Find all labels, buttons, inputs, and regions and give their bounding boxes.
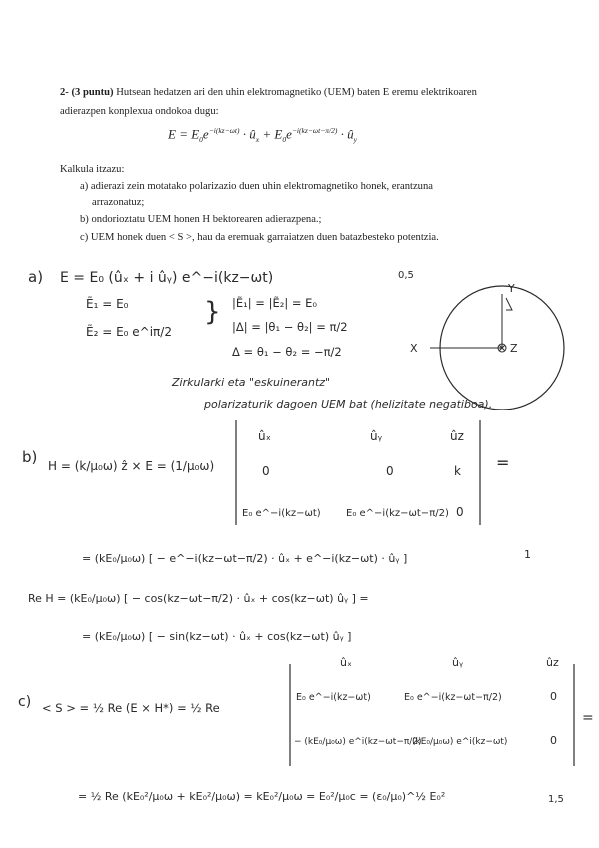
problem-intro: Hutsean hedatzen ari den uhin elektromagnetiko (UEM) baten E eremu elektrikoaren [116, 87, 477, 98]
part-b-score: 1 [524, 548, 531, 561]
polarization-sketch [410, 280, 590, 410]
eq-term1-exp: −i(kz−ωt) [208, 126, 240, 135]
sketch-arrow [506, 298, 512, 310]
det-c-r1c1: ûₓ [340, 656, 352, 669]
det-c-r2c1: E₀ e^−i(kz−ωt) [296, 692, 371, 703]
part-c-label: c) [18, 694, 32, 710]
part-a-modulus: |Ẽ₁| = |Ẽ₂| = E₀ [232, 296, 318, 310]
part-a-text-2: polarizaturik dagoen UEM bat (helizitate negatiboa). [204, 398, 493, 411]
eq-term1-sub: x [255, 134, 260, 144]
det-b-equals: = [496, 453, 510, 472]
det-b-r2c3: k [454, 464, 461, 478]
det-b-r3c3: 0 [456, 505, 464, 519]
complex-field-equation: $E = E_0e^{-i(kz-\omega t)}$ · $û_x + E_0e^{-i(kz-\omega t-\pi/2)}$ · $û_y$ [168, 126, 357, 144]
sketch-x-label: X [410, 342, 418, 355]
det-c-r2c2: E₀ e^−i(kz−ωt−π/2) [404, 692, 502, 703]
det-c-r3c2: (kE₀/μ₀ω) e^i(kz−ωt) [412, 737, 508, 747]
det-b-r3c2: E₀ e^−i(kz−ωt−π/2) [346, 508, 449, 519]
item-b: b) ondorioztatu UEM honen H bektorearen adierazpena.; [80, 214, 322, 225]
det-b-r2c2: 0 [386, 464, 394, 478]
det-b-r1c1: ûₓ [258, 429, 271, 443]
eq-term2-unit: · û [340, 126, 354, 142]
kalkula-label: Kalkula itzazu: [60, 164, 125, 175]
item-c: c) UEM honek duen < S >, hau da eremuak garraiatzen duen batazbesteko potentzia. [80, 232, 439, 243]
det-c-equals: = [582, 710, 594, 726]
det-c-r2c3: 0 [550, 690, 557, 703]
part-c-lhs: < S > = ½ Re (E × H*) = ½ Re [42, 701, 220, 715]
part-a-label: a) [28, 268, 44, 286]
eq-term2-exp: −i(kz−ωt−π/2) [291, 126, 338, 135]
problem-line-2: adierazpen konplexua ondokoa dugu: [60, 106, 219, 117]
item-a: a) adierazi zein motatako polarizazio duen uhin elektromagnetiko honek, erantzuna [80, 181, 433, 192]
part-b-real: Re H = (kE₀/μ₀ω) [ − cos(kz−ωt−π/2) · ûₓ + cos(kz−ωt) ûᵧ ] = [28, 592, 369, 605]
part-a-score: 0,5 [398, 270, 414, 281]
part-b-line-2: = (kE₀/μ₀ω) [ − e^−i(kz−ωt−π/2) · ûₓ + e^−i(kz−ωt) · ûᵧ ] [82, 552, 408, 565]
sketch-z-label: Z [510, 342, 518, 355]
part-b-label: b) [22, 448, 38, 466]
eq-plus: + E [262, 126, 283, 142]
part-b-lhs: H = (k/μ₀ω) ẑ × E = (1/μ₀ω) [48, 459, 215, 473]
sketch-y-label: Y [508, 282, 515, 295]
eq-term2-sub: y [353, 134, 357, 144]
part-a-e1: Ẽ₁ = E₀ [86, 297, 129, 311]
part-b-real-2: = (kE₀/μ₀ω) [ − sin(kz−ωt) · ûₓ + cos(kz−ωt) ûᵧ ] [82, 630, 352, 643]
part-a-phase-abs: |Δ| = |θ₁ − θ₂| = π/2 [232, 320, 348, 334]
det-c-r1c2: ûᵧ [452, 656, 464, 669]
eq-term1-unit: · û [242, 126, 256, 142]
det-b-r1c2: ûᵧ [370, 429, 383, 443]
problem-header: 2- (3 puntu) [60, 87, 114, 98]
det-b-r1c3: ûz [450, 429, 464, 443]
det-c-r3c1: − (kE₀/μ₀ω) e^i(kz−ωt−π/2) [294, 737, 422, 747]
part-a-text-1: Zirkularki eta "eskuinerantz" [172, 376, 331, 389]
det-b-r3c1: E₀ e^−i(kz−ωt) [242, 508, 321, 519]
part-c-score: 1,5 [548, 794, 564, 805]
part-a-e2: Ẽ₂ = E₀ e^iπ/2 [86, 325, 172, 339]
part-a-field: E = E₀ (ûₓ + i ûᵧ) e^−i(kz−ωt) [60, 270, 274, 286]
part-c-final: = ½ Re (kE₀²/μ₀ω + kE₀²/μ₀ω) = kE₀²/μ₀ω = E₀²/μ₀c = (ε₀/μ₀)^½ E₀² [78, 790, 446, 803]
part-a-brace: } [204, 297, 221, 327]
det-c-r1c3: ûz [546, 656, 559, 669]
item-a-cont: arrazonatuz; [92, 197, 145, 208]
eq-lhs: E = E [168, 126, 200, 142]
det-c-r3c3: 0 [550, 734, 557, 747]
det-b-r2c1: 0 [262, 464, 270, 478]
part-a-phase: Δ = θ₁ − θ₂ = −π/2 [232, 345, 342, 359]
